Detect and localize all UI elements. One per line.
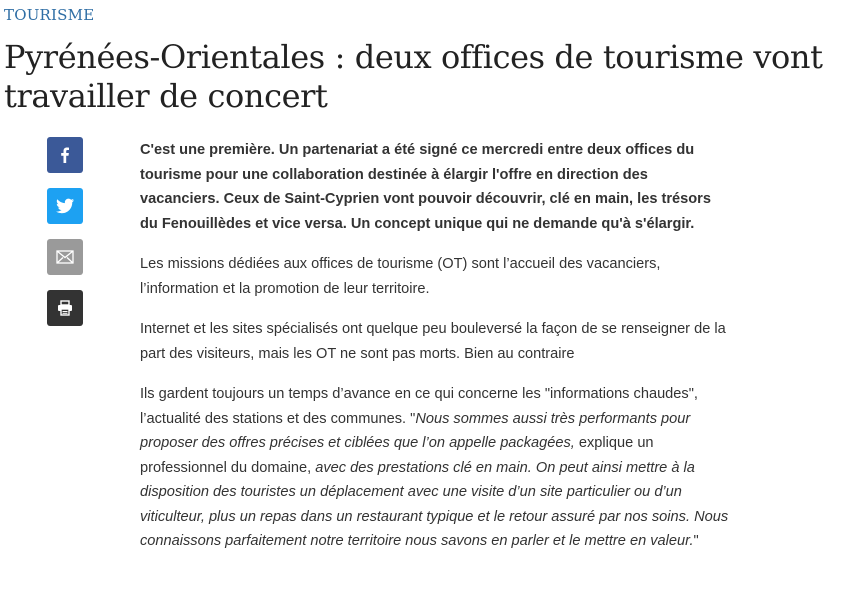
share-mail-button[interactable] [47,239,83,275]
quote-text: Ils gardent toujours un temps d’avance en ce qui concerne les "informations chaudes", l’actualité des stations et des communes. " [140,386,698,427]
quote-italic: avec des prestations clé en main. On peut ainsi mettre à la disposition des touristes un déplacement avec une visite d’un site particulier ou d’un viticulteur, plus un repas dans un restaurant typique et le retour assuré par nos soins. Nous connaissons parfaitement notre territoire nous savons en parler et le mettre en valeur. [140,459,729,549]
article-paragraph: Internet et les sites spécialisés ont quelque peu bouleversé la façon de se renseigner de la part des visiteurs, mais les OT ne sont pas morts. Bien au contraire [140,321,726,362]
article-paragraph-quote [140,382,730,554]
twitter-icon [56,198,74,214]
share-twitter-button[interactable] [47,188,83,224]
share-print-button[interactable] [47,290,83,326]
quote-text: explique un professionnel du domaine, [140,435,654,476]
facebook-icon [57,147,73,163]
article-lead: C'est une première. Un partenariat a été signé ce mercredi entre deux offices du tourisme pour une collaboration destinée à élargir l'offre en direction des vacanciers. Ceux de Saint-Cyprien vont pouvoir découvrir, clé en main, les trésors du Fenouillèdes et vice versa. Un concept unique qui ne demande qu'à s'élargir. [140,142,711,232]
print-icon [57,300,73,316]
share-facebook-button[interactable] [47,137,83,173]
article-paragraph: Les missions dédiées aux offices de tourisme (OT) sont l’accueil des vacanciers, l’information et la promotion de leur territoire. [140,256,661,297]
article-headline: Pyrénées-Orientales : deux offices de tourisme vont travailler de concert [4,38,823,115]
quote-text: " [693,533,699,549]
article-body [140,138,730,570]
mail-icon [56,250,74,264]
quote-italic: Nous sommes aussi très performants pour proposer des offres précises et ciblées que l’on appelle packagées, [140,410,691,451]
category-label[interactable]: TOURISME [4,6,95,24]
